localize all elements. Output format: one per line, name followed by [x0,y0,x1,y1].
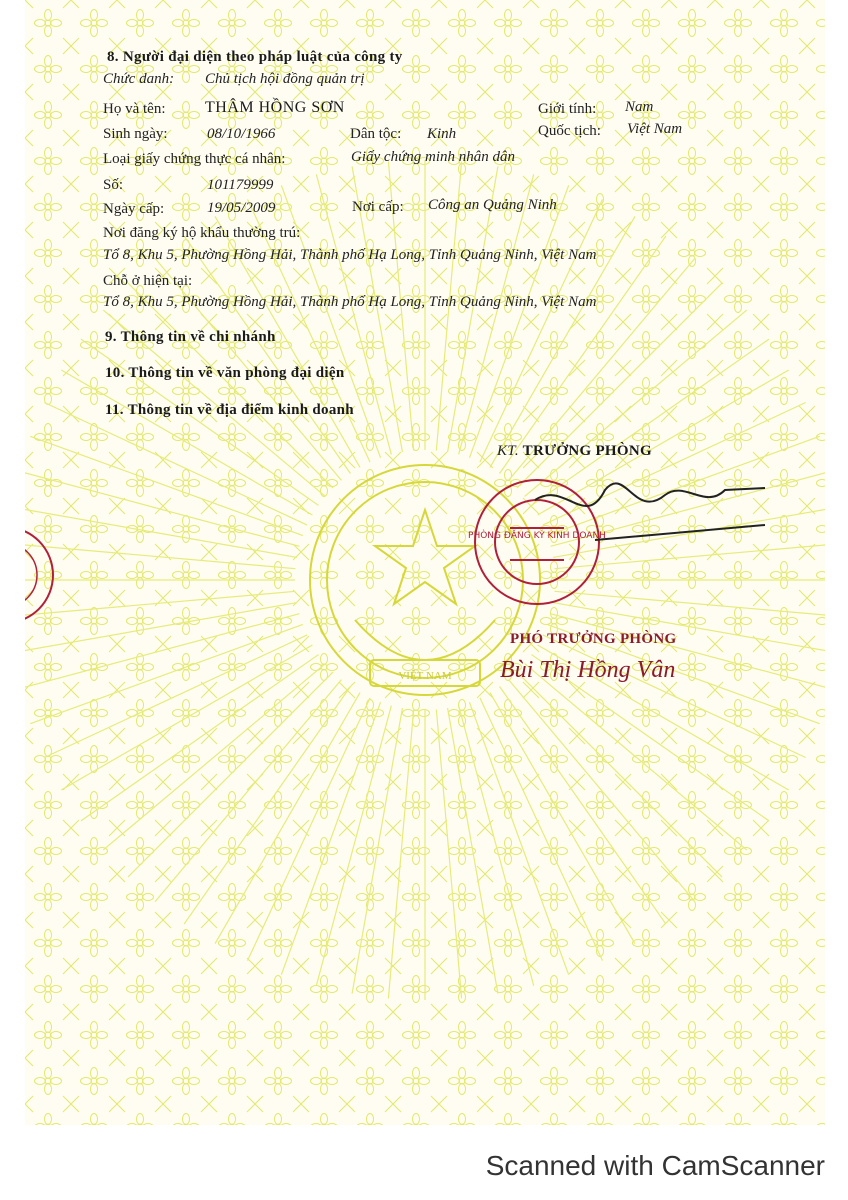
section-9-heading: 9. Thông tin về chi nhánh [105,329,276,345]
issue-date-value: 19/05/2009 [207,200,276,216]
id-number-label: Số: [103,177,124,193]
full-name-value: THÂM HỒNG SƠN [205,99,345,116]
issue-place-value: Công an Quảng Ninh [428,197,557,213]
issue-place-label: Nơi cấp: [352,199,404,215]
nationality-value: Việt Nam [627,121,683,137]
deputy-title: PHÓ TRƯỞNG PHÒNG [510,631,677,647]
ethnicity-value: Kinh [427,126,457,142]
signature-title [497,442,652,460]
signature-title-text: TRƯỞNG PHÒNG [522,443,652,459]
emblem-ribbon-text: VIỆT NAM [398,670,452,682]
dob-label: Sinh ngày: [103,126,168,142]
issue-date-label: Ngày cấp: [103,201,165,217]
gender-label: Giới tính: [538,101,597,117]
section-8-heading: 8. Người đại diện theo pháp luật của công ty [107,49,403,65]
signature-prefix: KT. [497,443,519,459]
nationality-label: Quốc tịch: [538,123,601,139]
permanent-address-label: Nơi đăng ký hộ khẩu thường trú: [103,225,301,241]
stamp-center-text: PHÒNG ĐĂNG KÝ KINH DOANH [468,531,606,541]
gender-value: Nam [625,99,654,115]
section-10-heading: 10. Thông tin về văn phòng đại diện [105,365,345,381]
section-11-heading: 11. Thông tin về địa điểm kinh doanh [105,402,354,418]
permanent-address-value: Tổ 8, Khu 5, Phường Hồng Hải, Thành phố Hạ Long, Tỉnh Quảng Ninh, Việt Nam [103,247,597,263]
camscanner-watermark: Scanned with CamScanner [485,1150,825,1181]
full-name-label: Họ và tên: [103,101,166,117]
ethnicity-label: Dân tộc: [350,126,402,142]
partial-stamp-left-edge [25,520,65,630]
position-label: Chức danh: [103,71,175,87]
document-page [25,0,825,1125]
id-type-label: Loại giấy chứng thực cá nhân: [103,151,286,167]
position-value: Chủ tịch hội đồng quản trị [205,71,365,87]
id-number-value: 101179999 [207,177,274,193]
dob-value: 08/10/1966 [207,126,276,142]
official-stamp-and-signature [465,470,795,650]
signer-name: Bùi Thị Hồng Vân [500,657,676,683]
current-address-label: Chỗ ở hiện tại: [103,273,193,289]
current-address-value: Tổ 8, Khu 5, Phường Hồng Hải, Thành phố Hạ Long, Tỉnh Quảng Ninh, Việt Nam [103,294,597,310]
id-type-value: Giấy chứng minh nhân dân [351,149,515,165]
